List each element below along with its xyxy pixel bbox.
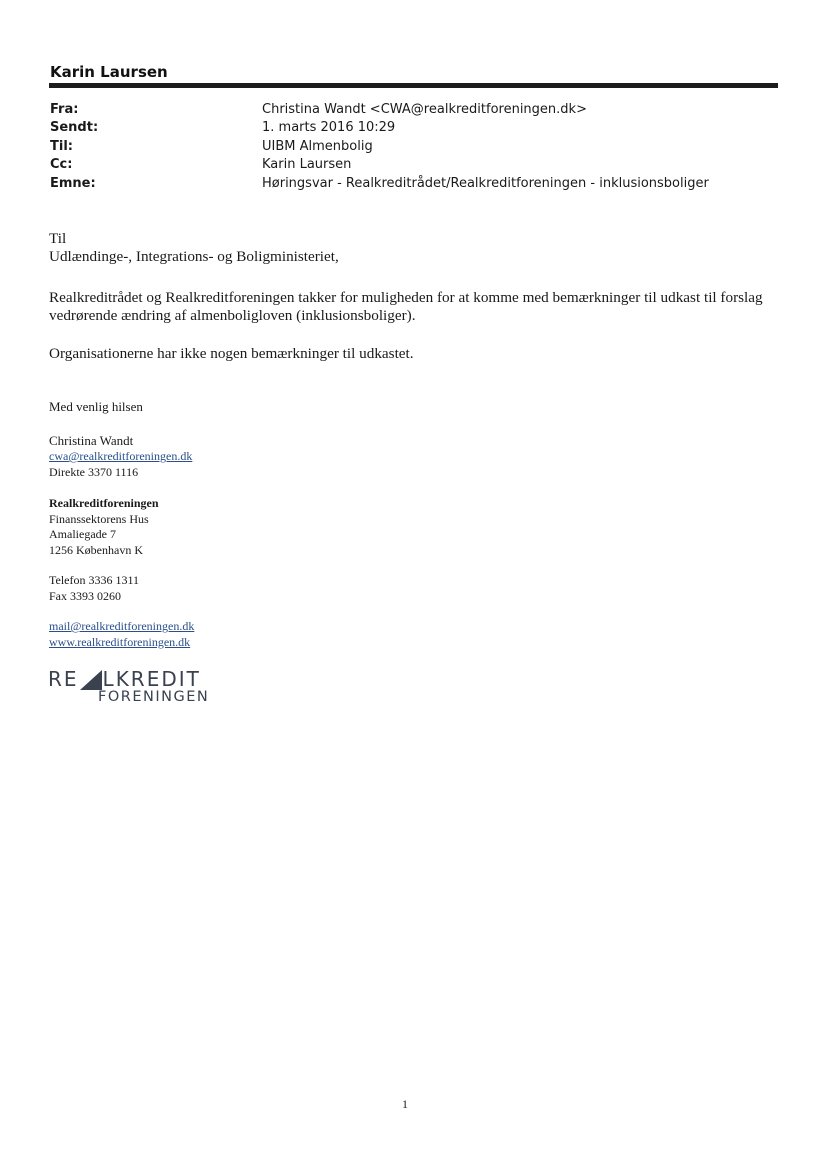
address-line: Finanssektorens Hus [49,511,149,526]
signer-email-link[interactable]: cwa@realkreditforeningen.dk [49,449,193,463]
mailbox-owner-name: Karin Laursen [50,63,168,81]
page-number: 1 [402,1097,408,1111]
logo-text-right: LKREDIT [102,667,201,691]
website-link[interactable]: www.realkreditforeningen.dk [49,634,191,649]
direct-phone: Direkte 3370 1116 [49,464,139,479]
phone-number: Telefon 3336 1311 [49,573,140,587]
header-rule [49,83,778,88]
address-line: Amaliegade 7 [49,527,116,541]
signature-block [49,399,194,650]
header-label: Til: [50,138,73,154]
body-paragraph: Realkreditrådet og Realkreditforeningen takker for muligheden for at komme med bemærkninger til udkast til forslag vedrørende ændring af almenboligloven (inklusionsboliger). [49,289,763,324]
realkreditforeningen-logo [48,668,209,705]
header-label: Fra: [50,102,79,117]
email-body [49,230,779,362]
greeting-recipient: Udlændinge-, Integrations- og Boligministeriet, [49,248,339,265]
header-label: Emne: [50,175,96,191]
logo-text-bottom: FORENINGEN [98,689,210,705]
organization-name: Realkreditforeningen [49,496,159,510]
header-label: Cc: [50,157,73,173]
mail-link[interactable]: mail@realkreditforeningen.dk [49,619,195,633]
header-value: Christina Wandt <CWA@realkreditforeningen.dk> [262,102,587,117]
logo-triangle-icon [80,670,102,690]
greeting-line: Til [49,230,67,247]
logo-text-left: RE [48,667,79,691]
signer-name: Christina Wandt [49,433,134,448]
header-value: 1. marts 2016 10:29 [262,120,396,136]
closing-text: Med venlig hilsen [49,399,143,414]
header-value: Karin Laursen [262,157,352,173]
address-line: 1256 København K [49,542,143,557]
header-value: Høringsvar - Realkreditrådet/Realkreditforeningen - inklusionsboliger [262,175,709,191]
header-label: Sendt: [50,120,99,136]
body-paragraph: Organisationerne har ikke nogen bemærkninger til udkastet. [49,345,414,362]
fax-number: Fax 3393 0260 [49,588,121,603]
header-value: UIBM Almenbolig [262,138,373,154]
